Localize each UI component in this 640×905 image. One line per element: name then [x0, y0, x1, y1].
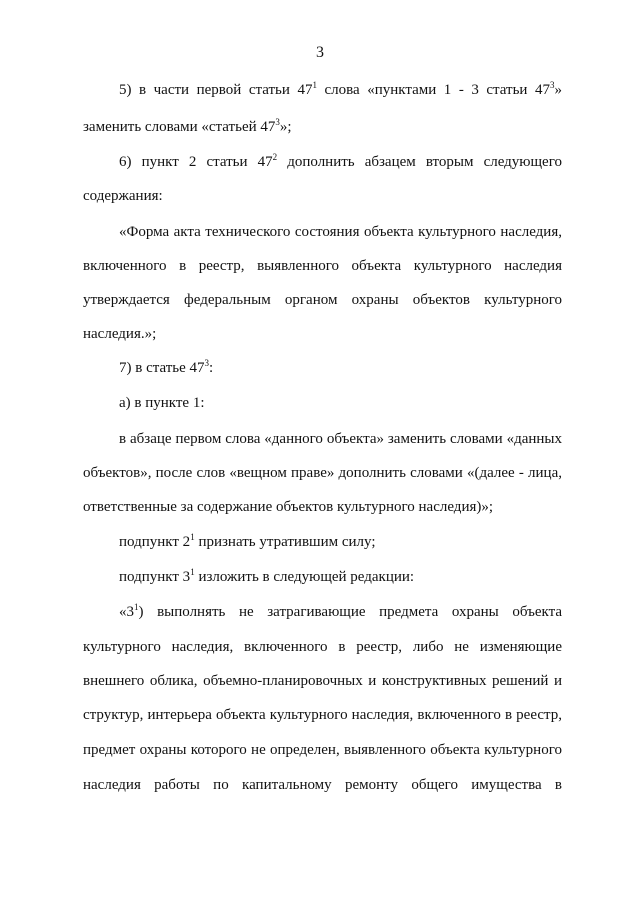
text-line: 5) в части первой статьи $47^1$ слова «пунктами 1 - 3 статьи $47^3$» — [119, 80, 562, 98]
text-line: «Форма акта технического состояния объекта культурного наследия, — [119, 224, 562, 240]
text-line: утверждается федеральным органом охраны объектов культурного — [83, 292, 562, 308]
text-line: а) в пункте 1: — [119, 395, 205, 411]
text-line: 6) пункт 2 статьи $47^2$ дополнить абзацем вторым следующего — [119, 152, 562, 170]
text-line: культурного наследия, включенного в реестр, либо не изменяющие — [83, 639, 562, 655]
text-line: структур, интерьера объекта культурного наследия, включенного в реестр, — [83, 707, 562, 723]
text-line: «$3^1$) выполнять не затрагивающие предмета охраны объекта — [119, 602, 562, 620]
text-line: в абзаце первом слова «данного объекта» заменить словами «данных — [119, 431, 562, 447]
text-line: подпункт $2^1$ признать утратившим силу; — [119, 532, 376, 550]
text-line: подпункт $3^1$ изложить в следующей редакции: — [119, 567, 415, 585]
text-line: наследия работы по капитальному ремонту общего имущества в — [83, 777, 562, 793]
text-line: наследия.»; — [83, 326, 157, 342]
page-number: 3 — [316, 44, 324, 61]
text-line: внешнего облика, объемно-планировочных и конструктивных решений и — [83, 673, 562, 689]
text-line: предмет охраны которого не определен, выявленного объекта культурного — [83, 742, 562, 758]
text-line: содержания: — [83, 188, 163, 204]
text-line: 7) в статье $47^3$: — [119, 358, 214, 376]
text-line: ответственные за содержание объектов культурного наследия)»; — [83, 499, 494, 515]
text-line: включенного в реестр, выявленного объекта культурного наследия — [83, 258, 562, 274]
text-line: заменить словами «статьей $47^3$»; — [83, 117, 292, 135]
text-line: объектов», после слов «вещном праве» дополнить словами «(далее - лица, — [83, 465, 562, 481]
